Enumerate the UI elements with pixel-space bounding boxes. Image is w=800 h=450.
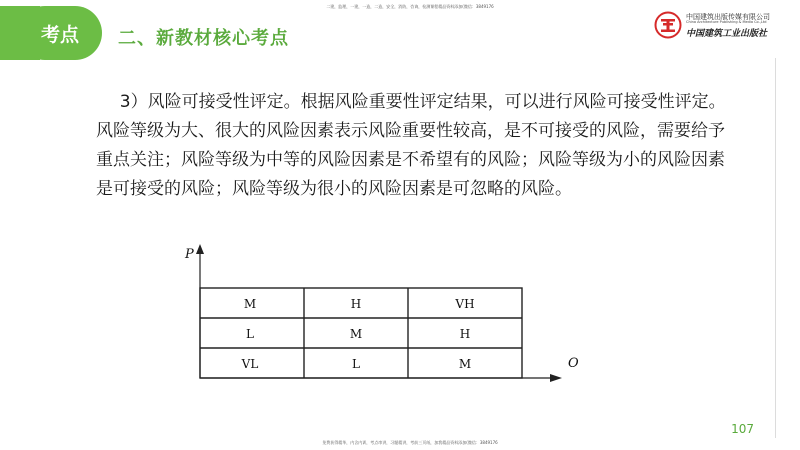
cell-r3-c3: M [458,357,472,371]
cell-r2-c3: H [459,327,471,341]
cell-r1-c1: M [243,297,257,311]
publisher-name-en: China Architecture Publishing & Media Co.,Ltd [686,20,767,24]
cell-r3-c2: L [352,357,360,371]
x-axis-arrow [550,374,562,382]
x-axis-label: O [568,356,579,371]
cell-r1-c2: H [350,297,362,311]
watermark-bottom: 免费获得精华，内含内训，考点串讲，习题精讲，考前三页纸，加我精品资料添加(微信：3849176 [322,440,498,445]
section-tag: 考点 [18,6,102,60]
section-title: 二、新教材核心考点 [118,28,289,49]
y-axis-arrow [196,244,204,254]
cell-r3-c1: VL [241,357,259,371]
page-number: 107 [731,422,754,436]
y-axis-label: P [185,247,194,262]
publisher-name-cn: 中国建筑出版传媒有限公司 [686,13,770,21]
cell-r2-c2: M [349,327,363,341]
publisher-block [654,11,788,41]
cell-r1-c3: VH [455,297,475,311]
publisher-logo-icon [654,11,682,39]
cell-r2-c1: L [246,327,254,341]
risk-matrix [180,240,590,390]
right-divider [775,58,776,438]
watermark-top: 二建，监理，一建，一造，二造，安全，消防，咨询，检测课程精品资料添加(微信：3849176 [326,4,494,9]
publisher-name-cursive: 中国建筑工业出版社 [686,29,768,39]
body-paragraph: 3）风险可接受性评定。根据风险重要性评定结果，可以进行风险可接受性评定。风险等级为大、很大的风险因素表示风险重要性较高，是不可接受的风险，需要给予重点关注；风险等级为中等的风险因素是不希望有的风险；风险等级为小的风险因素是可接受的风险；风险等级为很小的风险因素是可忽略的风险。 [96,92,726,199]
